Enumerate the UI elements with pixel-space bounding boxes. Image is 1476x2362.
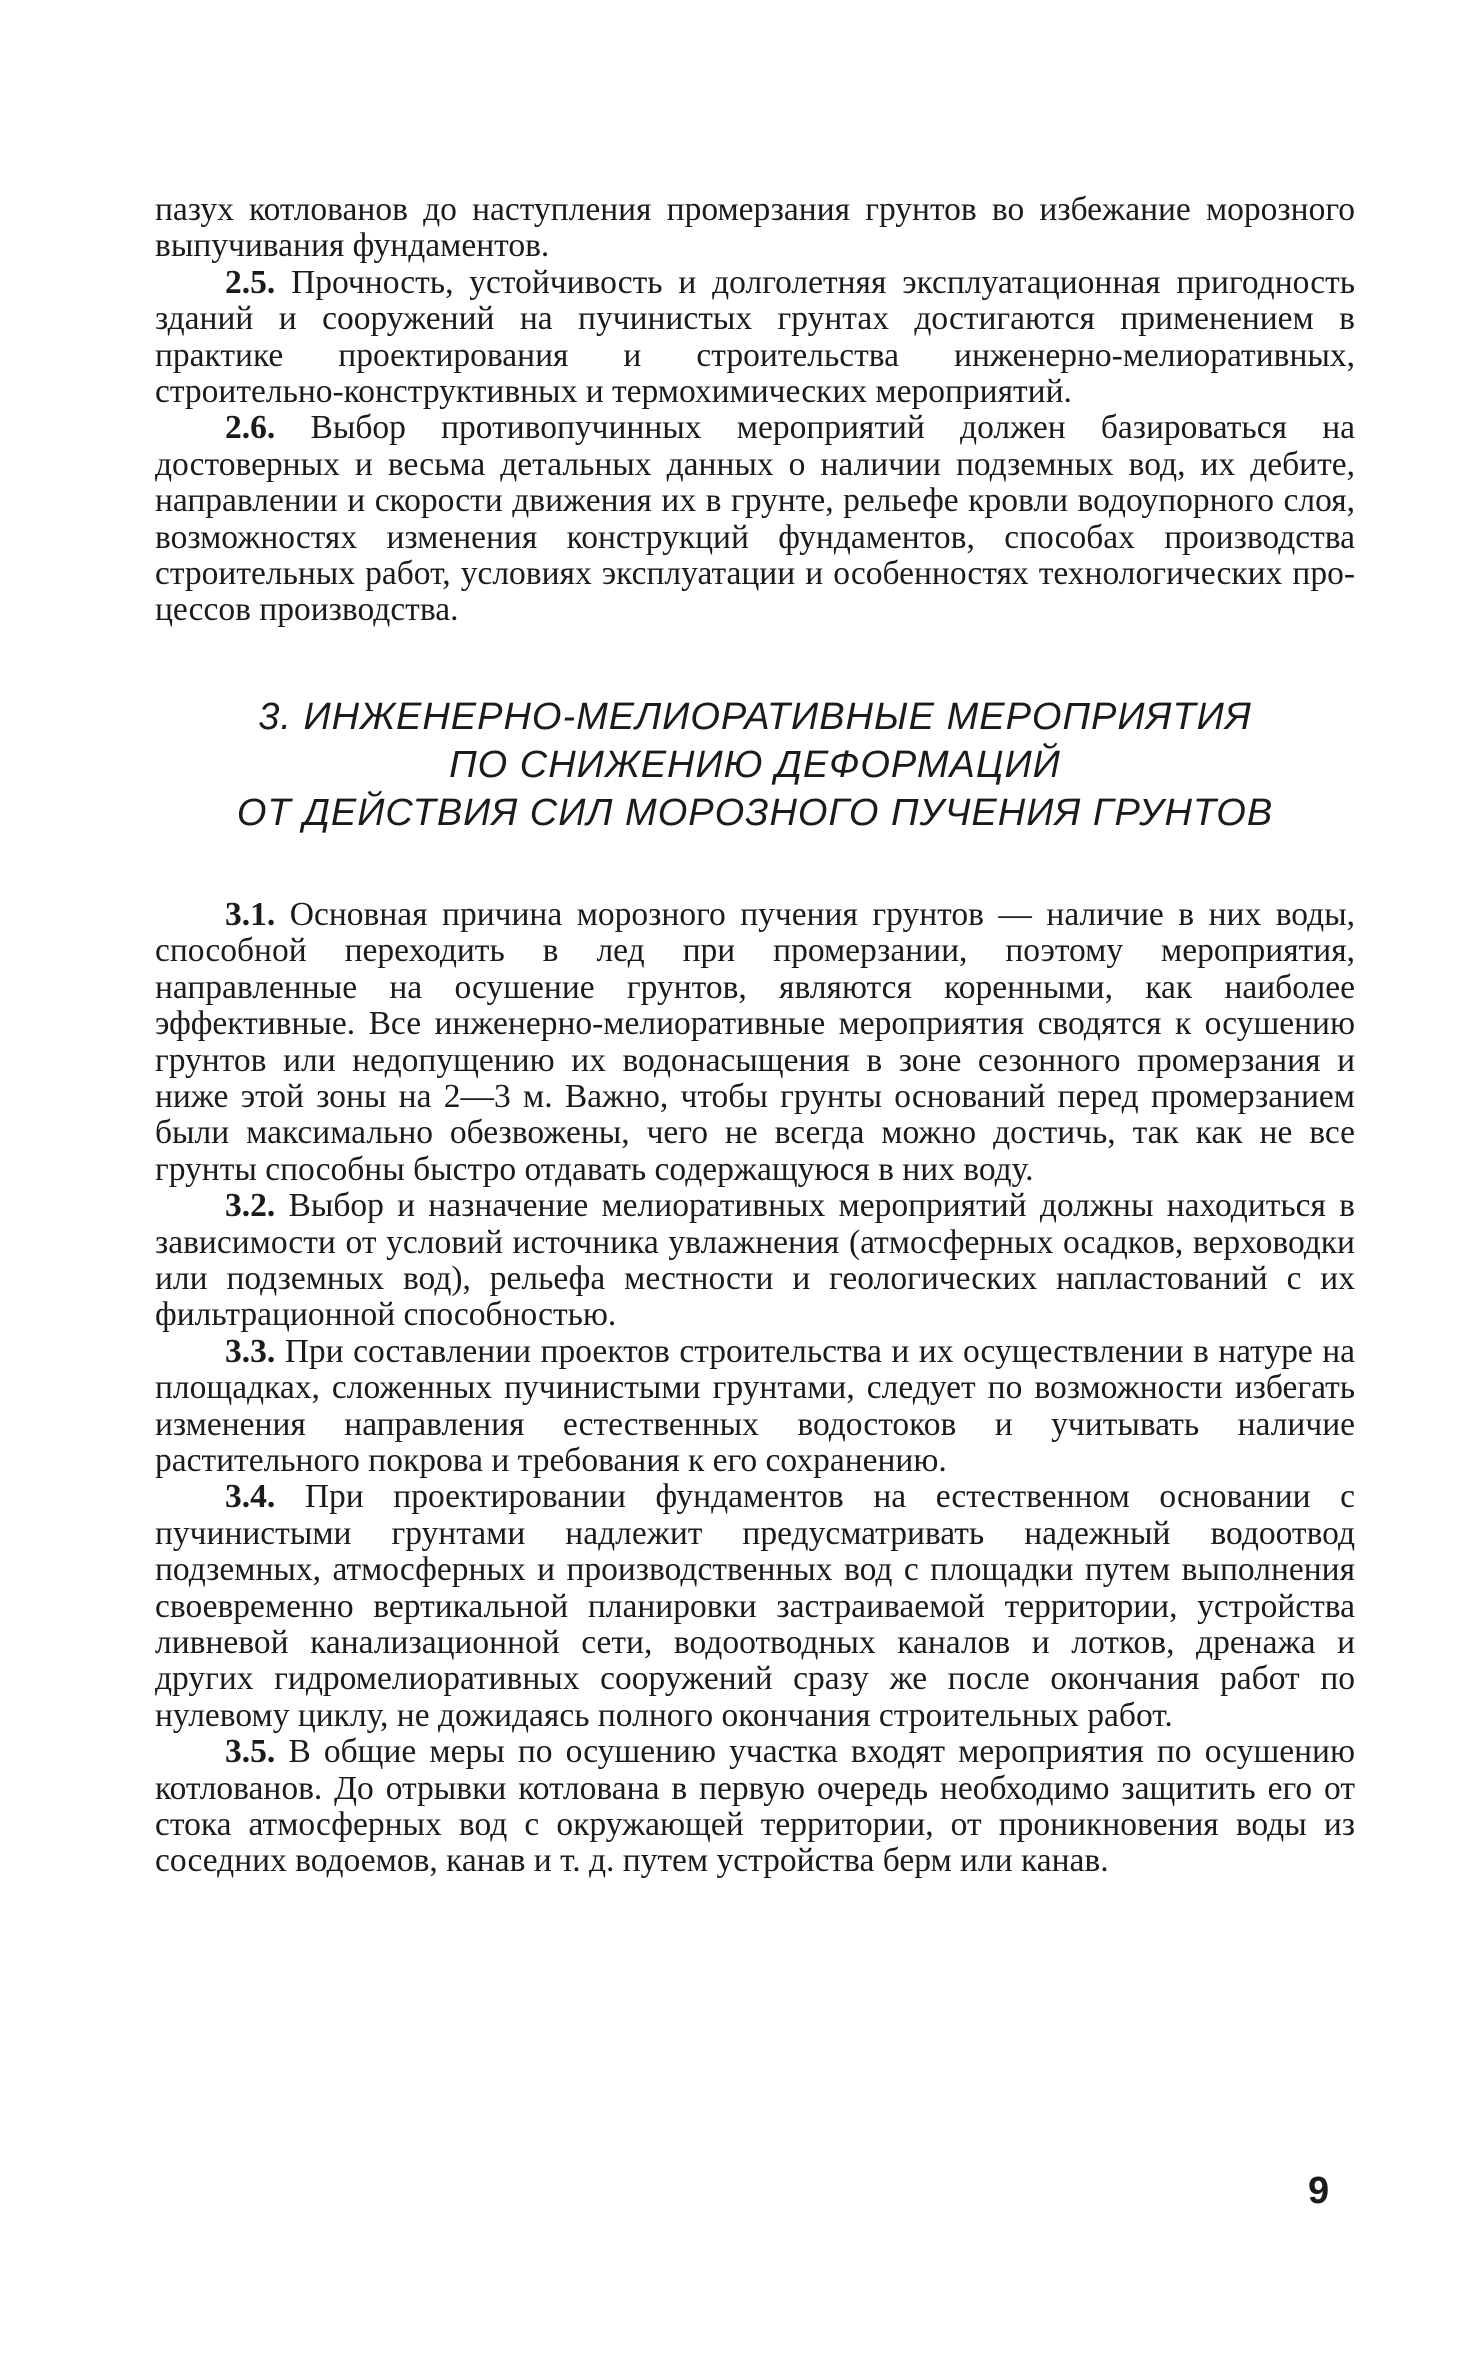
intro-paragraph (155, 192, 1355, 265)
section-heading-line-1: 3. ИНЖЕНЕРНО-МЕЛИОРАТИВНЫЕ МЕРОПРИЯТИЯ (258, 695, 1252, 738)
paragraph-2-5 (155, 265, 1355, 411)
paragraph-number: 3.2. (225, 1187, 276, 1225)
paragraph-text: Выбор и назначение мелиоративных мероприятий должны находиться в зависимости от условий источника увлажнения (атмосферных осадков, верховодки или подземных вод), рельефа местности и геологических напластований с их фильтрационной способностью. (155, 1187, 1356, 1334)
paragraph-text: При проектировании фундаментов на естественном основании с пучинистыми грунтами надлежит предусматривать надежный водоотвод подземных, атмосферных и производственных вод с площадки путем выполнения своевременно вертикальной планировки застраиваемой территории, устройства ливневой канализационной сети, водоотводных каналов и лотков, дренажа и других гидромелиоративных сооружений сразу же после окончания работ по нулевому циклу, не дожидаясь полного окончания строительных работ. (155, 1478, 1356, 1734)
paragraph-number: 3.1. (225, 895, 276, 933)
paragraph-3-3 (155, 1334, 1355, 1480)
page-body (155, 192, 1355, 1880)
paragraph-text: В общие меры по осушению участка входят мероприятия по осушению котлованов. До отрывки котлована в первую очередь необходимо защитить его от стока атмосферных вод с окружающей территории, от проникновения воды из соседних водоемов, канав и т. д. путем устройства берм или канав. (155, 1733, 1355, 1880)
paragraph-text: Выбор противопучинных мероприятий должен базироваться на достоверных и весьма детальных данных о наличии подземных вод, их дебите, направлении и скорости движения их в грунте, рельефе кровли водоупорного слоя, возможностях изменения конструкций фундаментов, способах производства строительных работ, условиях эксплуатации и особенностях технологических процессов производства. (155, 409, 1355, 629)
paragraph-3-2 (155, 1188, 1355, 1334)
paragraph-number: 3.4. (225, 1478, 276, 1516)
section-heading-line-3: ОТ ДЕЙСТВИЯ СИЛ МОРОЗНОГО ПУЧЕНИЯ ГРУНТОВ (236, 791, 1274, 834)
paragraph-text: При составлении проектов строительства и их осуществлении в натуре на площадках, сложенных пучинистыми грунтами, следует по возможности избегать изменения направления естественных водостоков и учитывать наличие растительного покрова и требования к его сохранению. (155, 1332, 1356, 1479)
paragraph-number: 2.5. (225, 263, 276, 301)
paragraph-text: Прочность, устойчивость и долголетняя эксплуатационная пригодность зданий и сооружений на пучинистых грунтах достигаются применением в практике проектирования и строительства инженерно-мелиоративных, строительно-конструктивных и термохимических мероприятий. (155, 263, 1355, 411)
paragraph-3-4 (155, 1479, 1355, 1734)
paragraph-2-6 (155, 410, 1355, 628)
paragraph-text: Основная причина морозного пучения грунтов — наличие в них воды, способной переходить в лед при промерзании, поэтому мероприятия, направленные на осушение грунтов, являются коренными, как наиболее эффективные. Все инженерно-мелиоративные мероприятия сводятся к осушению грунтов или недопущению их водонасыщения в зоне сезонного промерзания и ниже этой зоны на 2—3 м. Важно, чтобы грунты оснований перед промерзанием были максимально обезвожены, чего не всегда можно достичь, так как не все грунты способны быстро отдавать содержащуюся в них воду. (155, 895, 1356, 1188)
page-number: 9 (1308, 2170, 1330, 2212)
paragraph-number: 2.6. (225, 409, 276, 447)
section-heading-line-2: ПО СНИЖЕНИЮ ДЕФОРМАЦИЙ (449, 743, 1061, 786)
intro-paragraph-text: пазух котлованов до наступления промерзания грунтов во избежание морозного выпучивания фундаментов. (155, 191, 1355, 265)
paragraph-number: 3.5. (225, 1733, 276, 1771)
paragraph-3-5 (155, 1734, 1355, 1880)
paragraph-number: 3.3. (225, 1332, 276, 1370)
section-3-heading (155, 693, 1355, 837)
paragraph-3-1 (155, 897, 1355, 1188)
